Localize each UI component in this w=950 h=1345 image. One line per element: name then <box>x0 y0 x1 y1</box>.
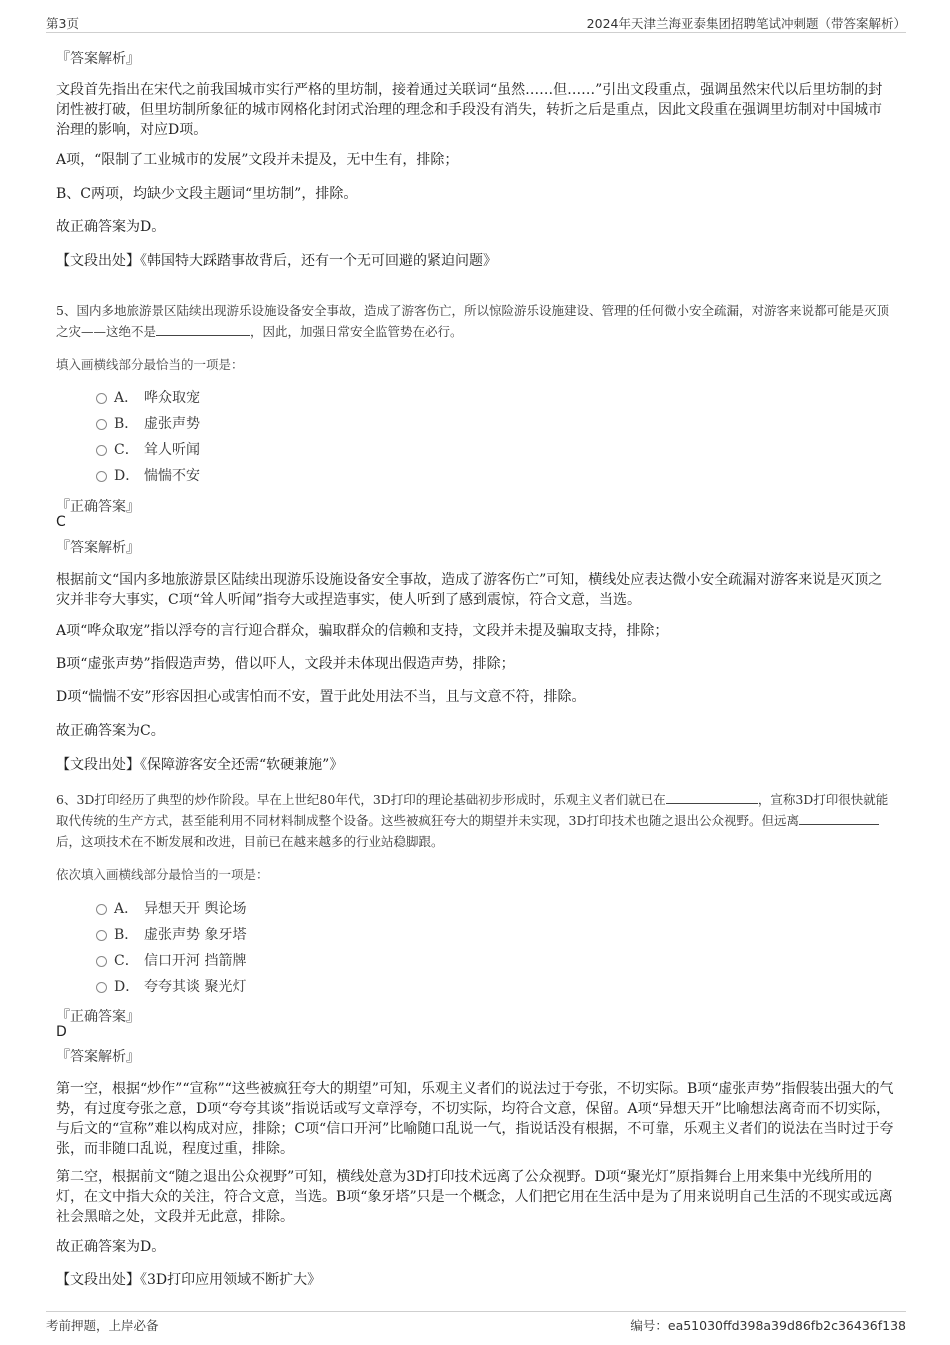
q5-analysis-p2: A项“哗众取宠”指以浮夸的言行迎合群众，骗取群众的信赖和支持，文段并未提及骗取支持，排除； <box>56 623 669 639</box>
q6-source-title: 《3D打印应用领域不断扩大》 <box>140 1272 322 1288</box>
q6-analysis-label: 『答案解析』 <box>56 1049 140 1065</box>
q6-analysis-p2: 第二空，根据前文“随之退出公众视野”可知，横线处意为3D打印技术远离了公众视野。D项“聚光灯”原指舞台上用来集中光线所用的灯，在文中指大众的关注，符合文意，当选。B项“象牙塔”只是一个概念，人们把它用在生活中是为了用来说明自己生活的不现实或远离社会黑暗之处，文段并无此意，排除。 <box>56 1169 893 1225</box>
q6-source <box>56 1270 894 1290</box>
q6-answer: D <box>56 1024 67 1040</box>
q4-source-label: 【文段出处】 <box>56 253 140 269</box>
option-text: 信口开河 挡箭牌 <box>144 953 247 969</box>
option-letter: D． <box>114 468 140 484</box>
footer-slogan: 考前押题，上岸必备 <box>46 1318 159 1333</box>
q4-source-title: 《韩国特大踩踏事故背后，还有一个无可回避的紧迫问题》 <box>140 253 497 269</box>
option-text: 虚张声势 <box>144 416 200 432</box>
option-letter: A． <box>114 901 139 917</box>
q5-stem-part-2: ，因此，加强日常安全监管势在必行。 <box>250 324 463 339</box>
q4-conclusion: 故正确答案为D。 <box>56 219 166 235</box>
radio-icon[interactable] <box>96 419 107 430</box>
q5-answer: C <box>56 514 66 530</box>
option-text: 异想天开 舆论场 <box>144 901 247 917</box>
q5-source-title: 《保障游客安全还需“软硬兼施”》 <box>140 757 344 773</box>
radio-icon[interactable] <box>96 445 107 456</box>
q5-analysis-p3: B项“虚张声势”指假造声势，借以吓人，文段并未体现出假造声势，排除； <box>56 656 515 672</box>
document-title: 2024年天津兰海亚泰集团招聘笔试冲刺题（带答案解析） <box>586 16 906 31</box>
q6-source-label: 【文段出处】 <box>56 1272 140 1288</box>
radio-icon[interactable] <box>96 982 107 993</box>
q5-instruction: 填入画横线部分最恰当的一项是： <box>56 357 244 372</box>
option-text: 夸夸其谈 聚光灯 <box>144 979 247 995</box>
q6-stem-part-3: 后，这项技术在不断发展和改进，目前已在越来越多的行业站稳脚跟。 <box>56 834 444 849</box>
q5-stem <box>56 300 894 342</box>
q4-analysis-p2: A项，“限制了工业城市的发展”文段并未提及，无中生有，排除； <box>56 152 459 168</box>
q5-stem-part-1: 5、国内多地旅游景区陆续出现游乐设施设备安全事故，造成了游客伤亡，所以惊险游乐设施建设、管理的任何微小安全疏漏，对游客来说都可能是灭顶之灾——这绝不是 <box>56 303 889 339</box>
q6-analysis-p1: 第一空，根据“炒作”“宣称”“这些被疯狂夸大的期望”可知，乐观主义者们的说法过于夸张，不切实际。B项“虚张声势”指假装出强大的气势，有过度夸张之意，D项“夸夸其谈”指说话或写文章浮夸，不切实际，均符合文意，保留。A项“异想天开”比喻想法离奇而不切实际，与后文的“宣称”难以构成对应，排除；C项“信口开河”比喻随口乱说一气，指说话没有根据，不可靠，乐观主义者们的说法在当时过于夸张，而非随口乱说，程度过重，排除。 <box>56 1081 894 1157</box>
radio-icon[interactable] <box>96 904 107 915</box>
q5-analysis-p1: 根据前文“国内多地旅游景区陆续出现游乐设施设备安全事故，造成了游客伤亡”可知，横线处应表达微小安全疏漏对游客来说是灭顶之灾并非夸大事实，C项“耸人听闻”指夸大或捏造事实，使人听到了感到震惊，符合文意，当选。 <box>56 572 883 608</box>
q5-source <box>56 755 894 775</box>
option-letter: B． <box>114 927 139 943</box>
q6-instruction: 依次填入画横线部分最恰当的一项是： <box>56 867 269 882</box>
option-letter: C． <box>114 953 139 969</box>
option-letter: A． <box>114 390 139 406</box>
q5-source-label: 【文段出处】 <box>56 757 140 773</box>
q6-blank-2 <box>799 812 879 825</box>
q6-answer-label: 『正确答案』 <box>56 1009 140 1025</box>
q6-stem-part-1: 6、3D打印经历了典型的炒作阶段。早在上世纪80年代，3D打印的理论基础初步形成时，乐观主义者们就已在 <box>56 792 666 807</box>
q6-blank-1 <box>666 791 758 804</box>
option-text: 惴惴不安 <box>144 468 200 484</box>
radio-icon[interactable] <box>96 393 107 404</box>
option-text: 耸人听闻 <box>144 442 200 458</box>
option-letter: B． <box>114 416 139 432</box>
page-header <box>46 14 906 33</box>
q5-blank <box>156 323 250 336</box>
q6-stem <box>56 789 894 852</box>
q4-analysis-p1: 文段首先指出在宋代之前我国城市实行严格的里坊制，接着通过关联词“虽然……但……”引出文段重点，强调虽然宋代以后里坊制的封闭性被打破，但里坊制所象征的城市网格化封闭式治理的理念和手段没有消失，转折之后是重点，因此文段重在强调里坊制对中国城市治理的影响，对应D项。 <box>56 82 883 138</box>
document-code: 编号：ea51030ffd398a39d86fb2c36436f138 <box>630 1318 906 1333</box>
q6-stem-part-2: ，宣称3D打印很快就能取代传统的生产方式，甚至能利用不同材料制成整个设备。这些被疯狂夸大的期望并未实现，3D打印技术也随之退出公众视野。但远离 <box>56 792 889 828</box>
q4-analysis-p3: B、C两项，均缺少文段主题词“里坊制”，排除。 <box>56 186 358 202</box>
q5-answer-label: 『正确答案』 <box>56 499 140 515</box>
page-number: 第3页 <box>46 16 79 31</box>
option-letter: D． <box>114 979 140 995</box>
radio-icon[interactable] <box>96 471 107 482</box>
q4-analysis-label: 『答案解析』 <box>56 51 140 67</box>
q5-conclusion: 故正确答案为C。 <box>56 723 165 739</box>
q6-conclusion: 故正确答案为D。 <box>56 1239 166 1255</box>
q4-source <box>56 251 894 271</box>
q5-analysis-p4: D项“惴惴不安”形容因担心或害怕而不安，置于此处用法不当，且与文意不符，排除。 <box>56 689 586 705</box>
option-text: 虚张声势 象牙塔 <box>144 927 247 943</box>
radio-icon[interactable] <box>96 930 107 941</box>
radio-icon[interactable] <box>96 956 107 967</box>
q5-analysis-label: 『答案解析』 <box>56 540 140 556</box>
option-text: 哗众取宠 <box>144 390 200 406</box>
option-letter: C． <box>114 442 139 458</box>
page-footer <box>46 1311 906 1334</box>
